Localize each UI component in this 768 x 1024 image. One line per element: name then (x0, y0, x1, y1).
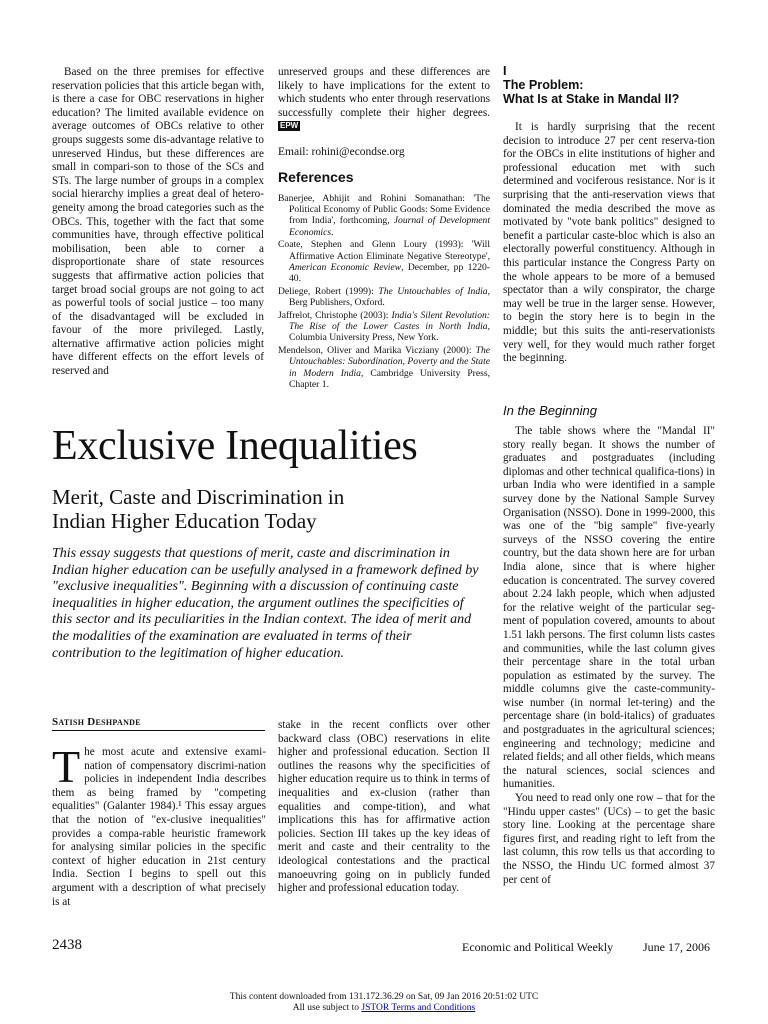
issue-date: June 17, 2006 (643, 940, 710, 954)
reference-text: Banerjee, Abhijit and Rohini Somanathan: 'The Political Economy of Public Goods: Some Evidence from India', forthcoming, (278, 192, 490, 227)
reference-text-tail: , Columbia University Press, New York. (289, 321, 490, 344)
jstor-terms-link[interactable]: JSTOR Terms and Conditions (361, 1003, 476, 1013)
col2-top-text: unreserved groups and these differences are likely to have implications for the extent to which students who enter through reservations successfully complete their higher degrees. (278, 66, 490, 119)
col3-body (503, 425, 715, 887)
page-number: 2438 (52, 937, 82, 953)
terms-prefix: All use subject to (292, 1003, 362, 1013)
col1-top-paragraph: Based on the three premises for effective reservation policies that this article began with, is there a case for OBC reservations in higher education? The limited available evidence on average outcomes of OBCs relative to other groups suggests some dis-advantage relative to unreserved Hindus, but these differences are small in compari-son to those of the SCs and STs. The large number of groups in a complex social hierarchy implies a great deal of hetero-geneity among the broad categories such as the OBCs. This, together with the fact that some communities have, through effective political mobilisation, been able to corner a disproportionate share of state resources suggests that affirmative action policies that target broad social groups are not going to act as powerful tools of social justice – too many of the disadvantaged will be excluded in favour of the more privileged. Lastly, alternative affirmative action policies might have different effects on the effort levels of reserved and (52, 66, 264, 378)
article-subtitle (52, 485, 492, 533)
col3-paragraph-1: It is hardly surprising that the recent decision to introduce 27 per cent reserva-tion for the OBCs in elite institutions of higher and professional education met with such determined and vociferous resistance. Nor is it surprising that the anti-reservation views that dominated the media described the move as motivated by "vote bank politics" designed to benefit a particular caste-bloc which is also an electorally powerful constituency. Although in this particular instance the Congress Party on the whole appears to be more of a bemused spectator than a wily conspirator, the charge may well be true in the larger sense. However, to begin the story here is to begin in the middle; but this suits the anti-reservationists very well, for they would much rather forget the beginning. (503, 121, 715, 365)
reference-entry (278, 345, 490, 391)
section-title-line-1: The Problem: (503, 78, 584, 92)
reference-text: Coate, Stephen and Glenn Loury (1993): 'Will Affirmative Action Eliminate Negative Stereotype', (278, 239, 490, 262)
section-title-line-2: What Is at Stake in Mandal II? (503, 92, 680, 106)
reference-text-tail: , Cambridge University Press, Chapter 1. (289, 367, 490, 391)
col3-paragraph-2: The table shows where the "Mandal II" story really began. It shows the number of graduates and postgraduates (including diplomas and other technical qualifica-tions) in urban India who were identified in a sample survey done by the National Sample Survey Organisation (NSSO). Done in 1999-2000, this was one of the "big sample" five-yearly surveys of the NSSO covering the entire country, but the data shown here are for urban India alone, since that is where higher education is concentrated. The survey covered about 2.24 lakh people, which when adjusted for the relative weight of the particular seg-ment of population covered, amounts to about 1.51 lakh persons. The first column lists castes and communities, while the last column gives their percentage share in the total urban population as estimated by the survey. The middle columns give the caste-community-wise number (in normal let-tering) and the percentage share (in bold-italics) of graduates and postgraduates in the agricultural sciences; engineering and technology; medicine and related fields; and all other fields, which means the natural sciences, social sciences and humanities. (503, 425, 715, 791)
intro-col2-paragraph: stake in the recent conflicts over other backward class (OBC) reservations in elite higher and professional education. Section II outlines the reasons why the specificities of higher education require us to think in terms of inequalities and ex-clusion (rather than equalities and compe-tition), and what implications this has for affirmative action policies. Section III takes up the key ideas of merit and caste and their centrality to the ideological contestations and the practical manoeuvring going on in publicly funded higher and professional education today. (278, 719, 490, 895)
intro-paragraph (52, 741, 266, 909)
reference-entry (278, 239, 490, 285)
references-heading: References (278, 168, 354, 185)
reference-text-tail: , December, pp 1220-40. (289, 262, 490, 285)
references-list (278, 193, 490, 391)
reference-text-tail: . (331, 226, 334, 238)
subtitle-line-2: Indian Higher Education Today (52, 509, 317, 533)
author-email: Email: rohini@econdse.org (278, 145, 405, 158)
epw-end-mark: EPW (280, 121, 299, 131)
reference-text-tail: , Berg Publishers, Oxford. (289, 285, 490, 309)
subtitle-line-1: Merit, Caste and Discrimination in (52, 485, 345, 509)
reference-entry (278, 286, 490, 309)
section-heading (503, 64, 718, 106)
article-title: Exclusive Inequalities (52, 423, 418, 469)
author-rule (52, 730, 265, 731)
reference-work-title: Journal of Development Economics (289, 215, 491, 238)
dropcap: T (52, 741, 81, 792)
section-number: I (503, 64, 507, 78)
reference-text: Jaffrelot, Christophe (2003): (278, 309, 392, 321)
reference-work-title: American Economic Review (289, 262, 402, 273)
intro-col1 (52, 741, 266, 909)
journal-name: Economic and Political Weekly (462, 940, 614, 954)
author-name: Satish Deshpande (52, 716, 141, 728)
reference-text: Deliege, Robert (1999): (278, 285, 379, 297)
intro-col1-text: he most acute and extensive exami-nation of compensatory discrimi-nation policies in independent India describes them as being framed by "competing equalities" (Galanter 1984).¹ This essay argues that the notion of "ex-clusive inequalities" provides a compa-rable heuristic framework for analysing similar policies in the specific context of higher education in 21st century India. Section I begins to spell out this argument with a description of what precisely is at (52, 746, 266, 908)
terms-line (0, 1003, 768, 1014)
download-notice (0, 992, 768, 1014)
reference-work-title: The Untouchables of India (378, 285, 488, 297)
reference-work-title: The Untouchables: Subordination, Poverty and the State in Modern India (289, 344, 490, 379)
col2-top-paragraph (278, 66, 490, 134)
reference-text: Mendelson, Oliver and Marika Vicziany (2000): (278, 344, 476, 356)
col2-top (278, 66, 490, 391)
reference-entry (278, 310, 490, 344)
col3-paragraph-3: You need to read only one row – that for the "Hindu upper castes" (UCs) – to get the basic story line. Looking at the percentage share figures first, and reading right to left from the last column, this row tells us that according to the NSSO, the Hindu UC formed almost 37 per cent of (503, 792, 715, 886)
reference-entry (278, 193, 490, 239)
reference-work-title: India's Silent Revolution: The Rise of the Lower Castes in North India (289, 309, 491, 333)
download-line: This content downloaded from 131.172.36.29 on Sat, 09 Jan 2016 20:51:02 UTC (229, 992, 539, 1002)
abstract: This essay suggests that questions of merit, caste and discrimination in Indian higher education can be usefully analysed in a framework defined by "exclusive inequalities". Beginning with a discussion of continuing caste inequalities in higher education, the argument outlines the specificities of this sector and its peculiarities in the Indian context. The idea of merit and the modalities of the examination are evaluated in terms of their contribution to the legitimation of higher education. (52, 546, 479, 661)
subsection-title: In the Beginning (503, 403, 597, 418)
